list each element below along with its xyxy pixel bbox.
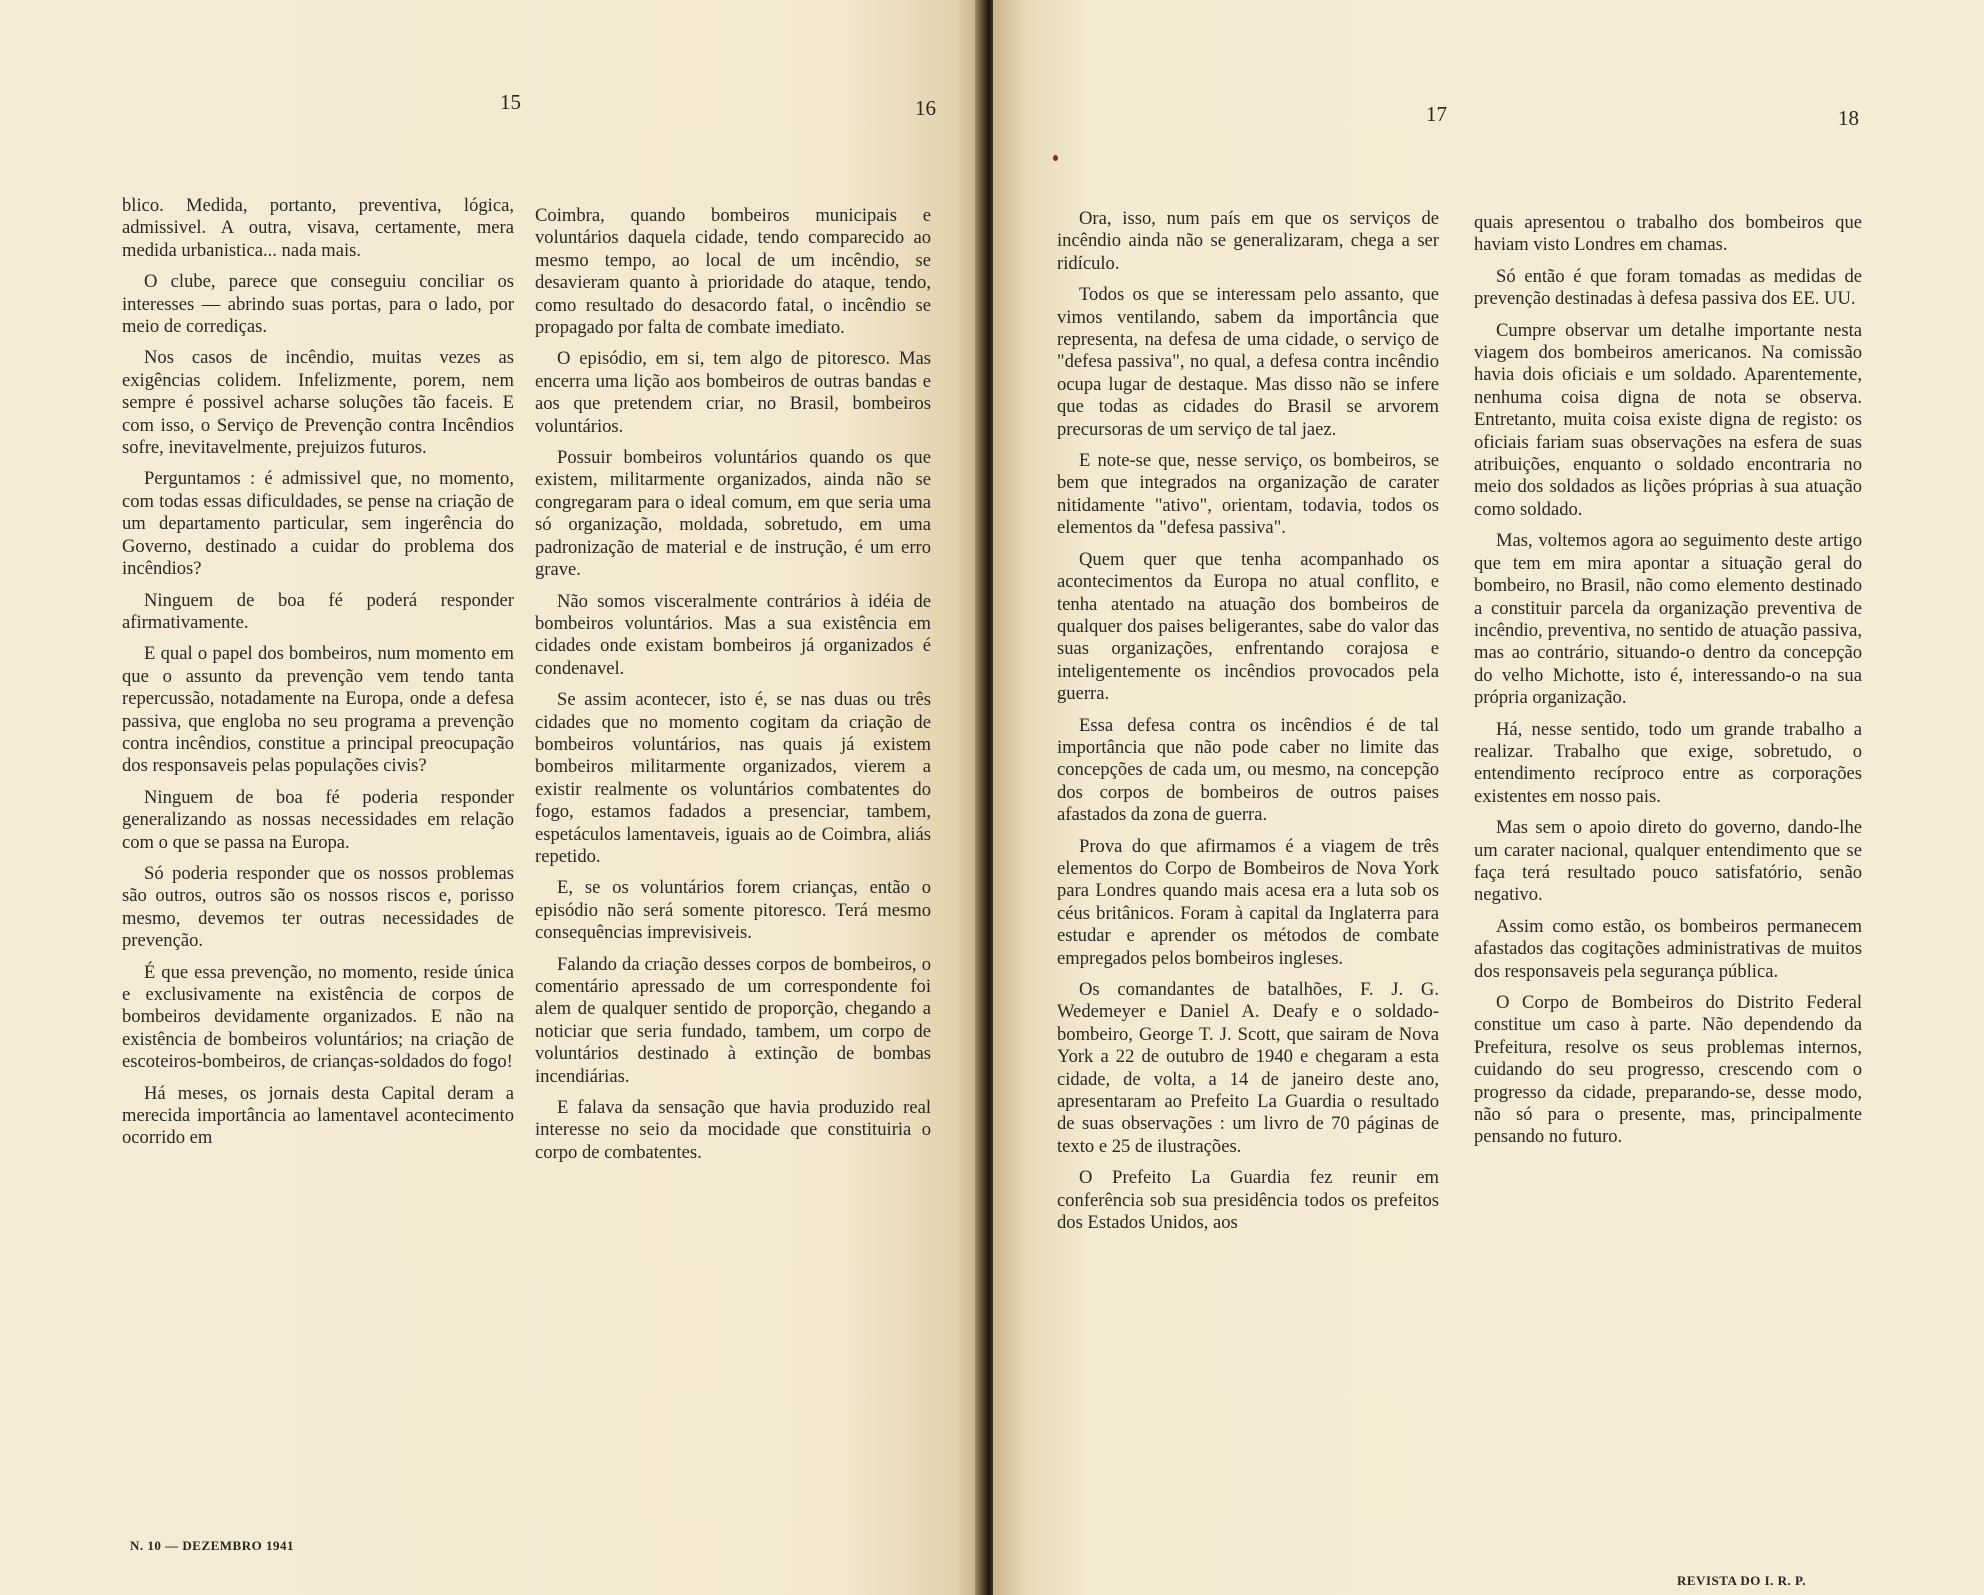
paragraph: Coimbra, quando bombeiros municipais e voluntários daquela cidade, tendo comparecido ao mesmo tempo, ao local de um incêndio, se desavieram quanto à prioridade do ataque, tendo, como resultado do desacordo fatal, o incêndio se propagado por falta de combate imediato. [535, 205, 931, 339]
paragraph: Perguntamos : é admissivel que, no momento, com todas essas dificuldades, se pense na criação de um departamento particular, sem ingerência do Governo, destinado a cuidar do problema dos incêndios? [122, 468, 514, 580]
right-page [993, 0, 1984, 1595]
paragraph: O Corpo de Bombeiros do Distrito Federal constitue um caso à parte. Não dependendo da Prefeitura, resolve os seus problemas internos, cuidando do seu progresso, crescendo com o progresso da cidade, preparando-se, desse modo, não só para o presente, mas, principalmente pensando no futuro. [1474, 992, 1862, 1148]
paragraph: Prova do que afirmamos é a viagem de três elementos do Corpo de Bombeiros de Nova York para Londres quando mais acesa era a luta sob os céus britânicos. Foram à capital da Inglaterra para estudar e aprender os métodos de combate empregados pelos bombeiros ingleses. [1057, 835, 1439, 969]
column-page-16 [535, 205, 931, 1173]
paragraph: Quem quer que tenha acompanhado os acontecimentos da Europa no atual conflito, e tenha atentado na atuação dos bombeiros de qualquer dos paises beligerantes, sabe do valor das suas organizações, enfrentando corajosa e inteligentemente os incêndios provocados pela guerra. [1057, 548, 1439, 705]
column-page-17 [1057, 208, 1439, 1243]
paragraph: Assim como estão, os bombeiros permanecem afastados das cogitações administrativas de muitos dos responsaveis pela segurança pública. [1474, 915, 1862, 982]
paragraph: Possuir bombeiros voluntários quando os que existem, militarmente organizados, ainda não se congregaram para o ideal comum, em que seria uma só organização, moldada, sobretudo, em uma padronização de material e de instrução, é um erro grave. [535, 447, 931, 581]
paragraph: E qual o papel dos bombeiros, num momento em que o assunto da prevenção vem tendo tanta repercussão, notadamente na Europa, onde a defesa passiva, que engloba no seu programa a prevenção contra incêndios, constitue a principal preocupação dos responsaveis pelas populações civis? [122, 643, 514, 777]
paragraph: Ninguem de boa fé poderia responder generalizando as nossas necessidades em relação com o que se passa na Europa. [122, 786, 514, 853]
issue-footer: N. 10 — DEZEMBRO 1941 [130, 1538, 294, 1553]
paragraph: O clube, parece que conseguiu conciliar os interesses — abrindo suas portas, para o lado, por meio de corrediças. [122, 271, 514, 338]
journal-footer: REVISTA DO I. R. P. [1677, 1573, 1807, 1588]
paragraph: Ora, isso, num país em que os serviços de incêndio ainda não se generalizaram, chega a ser ridículo. [1057, 208, 1439, 274]
paragraph: Não somos visceralmente contrários à idéia de bombeiros voluntários. Mas a sua existência em cidades onde existam bombeiros já organizados é condenavel. [535, 590, 931, 679]
paragraph: Há, nesse sentido, todo um grande trabalho a realizar. Trabalho que exige, sobretudo, o entendimento recíproco entre as corporações existentes em nosso pais. [1474, 718, 1862, 807]
ink-spot [1053, 155, 1058, 161]
paragraph: Há meses, os jornais desta Capital deram a merecida importância ao lamentavel acontecimento ocorrido em [122, 1082, 514, 1149]
paragraph: Todos os que se interessam pelo assanto, que vimos ventilando, sabem da importância que representa, na defesa de uma cidade, o serviço de "defesa passiva", no qual, a defesa contra incêndio ocupa lugar de destaque. Mas disso não se infere que todas as cidades do Brasil se arvorem precursoras de um serviço de tal jaez. [1057, 284, 1439, 440]
column-page-18 [1474, 212, 1862, 1158]
paragraph: Mas sem o apoio direto do governo, dando-lhe um carater nacional, qualquer entendimento que se faça terá resultado pouco satisfatório, senão negativo. [1474, 817, 1862, 906]
column-page-15 [122, 195, 514, 1159]
paragraph: Só poderia responder que os nossos problemas são outros, outros são os nossos riscos e, porisso mesmo, devemos ter outras necessidades de prevenção. [122, 862, 514, 952]
paragraph: É que essa prevenção, no momento, reside única e exclusivamente na existência de corpos de bombeiros devidamente organizados. E não na existência de bombeiros voluntários; na criação de escoteiros-bombeiros, de crianças-soldados do fogo! [122, 961, 514, 1073]
paragraph: Só então é que foram tomadas as medidas de prevenção destinadas à defesa passiva dos EE. UU. [1474, 265, 1862, 310]
paragraph: Essa defesa contra os incêndios é de tal importância que não pode caber no limite das concepções de cada um, ou mesmo, na concepção dos corpos de bombeiros de outros paises afastados da zona de guerra. [1057, 714, 1439, 826]
left-page [0, 0, 985, 1595]
paragraph: Ninguem de boa fé poderá responder afirmativamente. [122, 589, 514, 633]
paragraph: E, se os voluntários forem crianças, então o episódio não será somente pitoresco. Terá mesmo consequências imprevisiveis. [535, 877, 931, 944]
paragraph: Se assim acontecer, isto é, se nas duas ou três cidades que no momento cogitam da criação de bombeiros voluntários, nas quais já existem bombeiros militarmente organizados, vierem a existir realmente os voluntários combatentes do fogo, estamos fadados a presenciar, tambem, espetáculos lamentaveis, iguais ao de Coimbra, aliás repetido. [535, 689, 931, 867]
paragraph: Cumpre observar um detalhe importante nesta viagem dos bombeiros americanos. Na comissão havia dois oficiais e um soldado. Aparentemente, nenhuma coisa digna de nota se observa. Entretanto, muita coisa existe digna de registo: os oficiais fariam suas observações na esfera de suas atribuições, enquanto o soldado encontraria no meio dos soldados as lições próprias à sua atuação como soldado. [1474, 319, 1862, 520]
paragraph: E note-se que, nesse serviço, os bombeiros, se bem que integrados na organização de carater nitidamente "ativo", orientam, todavia, todos os elementos da "defesa passiva". [1057, 450, 1439, 539]
paragraph: Os comandantes de batalhões, F. J. G. Wedemeyer e Daniel A. Deafy e o soldado-bombeiro, George T. J. Scott, que sairam de Nova York a 22 de outubro de 1940 e chegaram a esta cidade, de volta, a 14 de janeiro deste ano, apresentaram ao Prefeito La Guardia o resultado de suas observações : um livro de 70 páginas de texto e 25 de ilustrações. [1057, 979, 1439, 1157]
paragraph: quais apresentou o trabalho dos bombeiros que haviam visto Londres em chamas. [1474, 212, 1862, 256]
paragraph: O episódio, em si, tem algo de pitoresco. Mas encerra uma lição aos bombeiros de outras bandas e aos que pretendem criar, no Brasil, bombeiros voluntários. [535, 348, 931, 437]
page-number-15: 15 [500, 90, 521, 114]
page-number-16: 16 [915, 96, 936, 120]
paragraph: Falando da criação desses corpos de bombeiros, o comentário apressado de um correspondente foi alem de qualquer sentido de proporção, chegando a noticiar que seria fundado, tambem, um corpo de voluntários destinado à extinção de bombas incendiárias. [535, 953, 931, 1087]
paragraph: O Prefeito La Guardia fez reunir em conferência sob sua presidência todos os prefeitos dos Estados Unidos, aos [1057, 1167, 1439, 1234]
page-number-17: 17 [1426, 102, 1447, 126]
paragraph: blico. Medida, portanto, preventiva, lógica, admissivel. A outra, visava, certamente, mera medida urbanistica... nada mais. [122, 195, 514, 261]
paragraph: E falava da sensação que havia produzido real interesse no seio da mocidade que constituiria o corpo de combatentes. [535, 1097, 931, 1163]
page-number-18: 18 [1838, 106, 1859, 130]
paragraph: Nos casos de incêndio, muitas vezes as exigências colidem. Infelizmente, porem, nem sempre é possivel acharse soluções tão faceis. E com isso, o Serviço de Prevenção contra Incêndios sofre, inevitavelmente, prejuizos futuros. [122, 347, 514, 459]
paragraph: Mas, voltemos agora ao seguimento deste artigo que tem em mira apontar a situação geral do bombeiro, no Brasil, não como elemento destinado a constituir parcela da organização preventiva de incêndio, preventiva, no sentido de atuação passiva, mas ao contrário, situando-o dentro da concepção do velho Michotte, isto é, interessando-o na sua própria organização. [1474, 530, 1862, 709]
